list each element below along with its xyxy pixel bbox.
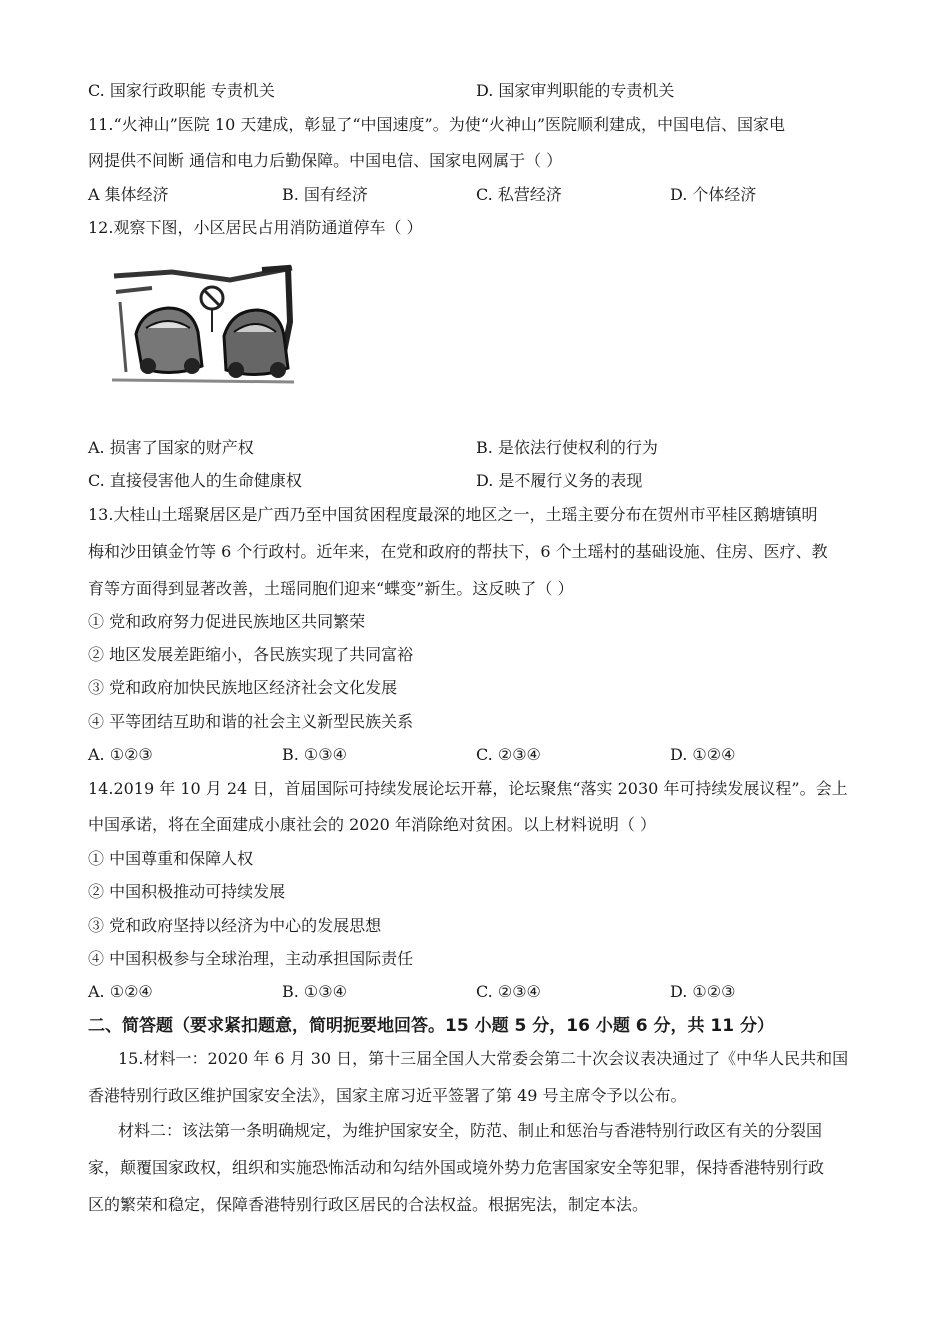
option-c: C. 国家行政职能 专责机关	[88, 81, 275, 100]
question-11-stem-cont: 网提供不间断 通信和电力后勤保障。中国电信、国家电网属于（ ）	[88, 151, 563, 170]
option-a: A. ①②④	[88, 982, 153, 1001]
option-c: C. 直接侵害他人的生命健康权	[88, 471, 302, 490]
section-heading: 二、简答题（要求紧扣题意，简明扼要地回答。15 小题 5 分，16 小题 6 分，共 11 分）	[88, 1016, 774, 1036]
option-b: B. 国有经济	[282, 185, 368, 204]
option-d: D. 个体经济	[670, 185, 757, 204]
statement-3: ③ 党和政府加快民族地区经济社会文化发展	[88, 678, 398, 697]
question-15-material-2-cont: 家，颠覆国家政权，组织和实施恐怖活动和勾结外国或境外势力危害国家安全等犯罪，保持香港特别行政	[88, 1158, 825, 1177]
statement-1: ① 中国尊重和保障人权	[88, 849, 254, 868]
question-14-stem-cont: 中国承诺，将在全面建成小康社会的 2020 年消除绝对贫困。以上材料说明（ ）	[88, 815, 656, 834]
question-13-stem: 13.大桂山土瑶聚居区是广西乃至中国贫困程度最深的地区之一，土瑶主要分布在贺州市平桂区鹅塘镇明	[88, 505, 818, 524]
question-11-stem: 11.“火神山”医院 10 天建成，彰显了“中国速度”。为使“火神山”医院顺利建成，中国电信、国家电	[88, 115, 786, 134]
statement-4: ④ 中国积极参与全球治理，主动承担国际责任	[88, 949, 414, 968]
option-a: A 集体经济	[88, 185, 169, 204]
option-d: D. ①②④	[670, 745, 736, 764]
option-a: A. ①②③	[88, 745, 153, 764]
statement-1: ① 党和政府努力促进民族地区共同繁荣	[88, 612, 366, 631]
statement-2: ② 地区发展差距缩小，各民族实现了共同富裕	[88, 645, 414, 664]
option-b: B. ①③④	[282, 745, 347, 764]
question-15-material-2-cont: 区的繁荣和稳定，保障香港特别行政区居民的合法权益。根据宪法，制定本法。	[88, 1195, 649, 1214]
statement-3: ③ 党和政府坚持以经济为中心的发展思想	[88, 916, 382, 935]
option-c: C. ②③④	[476, 982, 541, 1001]
question-14-stem: 14.2019 年 10 月 24 日，首届国际可持续发展论坛开幕，论坛聚焦“落实 2030 年可持续发展议程”。会上	[88, 779, 848, 798]
option-d: D. 国家审判职能的专责机关	[476, 81, 675, 100]
option-c: C. ②③④	[476, 745, 541, 764]
option-b: B. 是依法行使权利的行为	[476, 438, 658, 457]
question-13-stem-cont: 育等方面得到显著改善，土瑶同胞们迎来“蝶变”新生。这反映了（ ）	[88, 579, 574, 598]
statement-2: ② 中国积极推动可持续发展	[88, 882, 286, 901]
option-d: D. 是不履行义务的表现	[476, 471, 643, 490]
option-a: A. 损害了国家的财产权	[88, 438, 254, 457]
question-12-stem: 12.观察下图，小区居民占用消防通道停车（ ）	[88, 218, 423, 237]
statement-4: ④ 平等团结互助和谐的社会主义新型民族关系	[88, 712, 414, 731]
question-15-material-1-cont: 香港特别行政区维护国家安全法》，国家主席习近平签署了第 49 号主席令予以公布。	[88, 1086, 687, 1105]
question-13-stem-cont: 梅和沙田镇金竹等 6 个行政村。近年来，在党和政府的帮扶下，6 个土瑶村的基础设施、住房、医疗、教	[88, 542, 828, 561]
fire-lane-parking-illustration	[112, 262, 294, 392]
question-15-material-1: 15.材料一：2020 年 6 月 30 日，第十三届全国人大常委会第二十次会议表决通过了《中华人民共和国	[118, 1049, 849, 1068]
option-b: B. ①③④	[282, 982, 347, 1001]
question-15-material-2: 材料二：该法第一条明确规定，为维护国家安全，防范、制止和惩治与香港特别行政区有关的分裂国	[118, 1121, 823, 1140]
option-c: C. 私营经济	[476, 185, 562, 204]
option-d: D. ①②③	[670, 982, 736, 1001]
